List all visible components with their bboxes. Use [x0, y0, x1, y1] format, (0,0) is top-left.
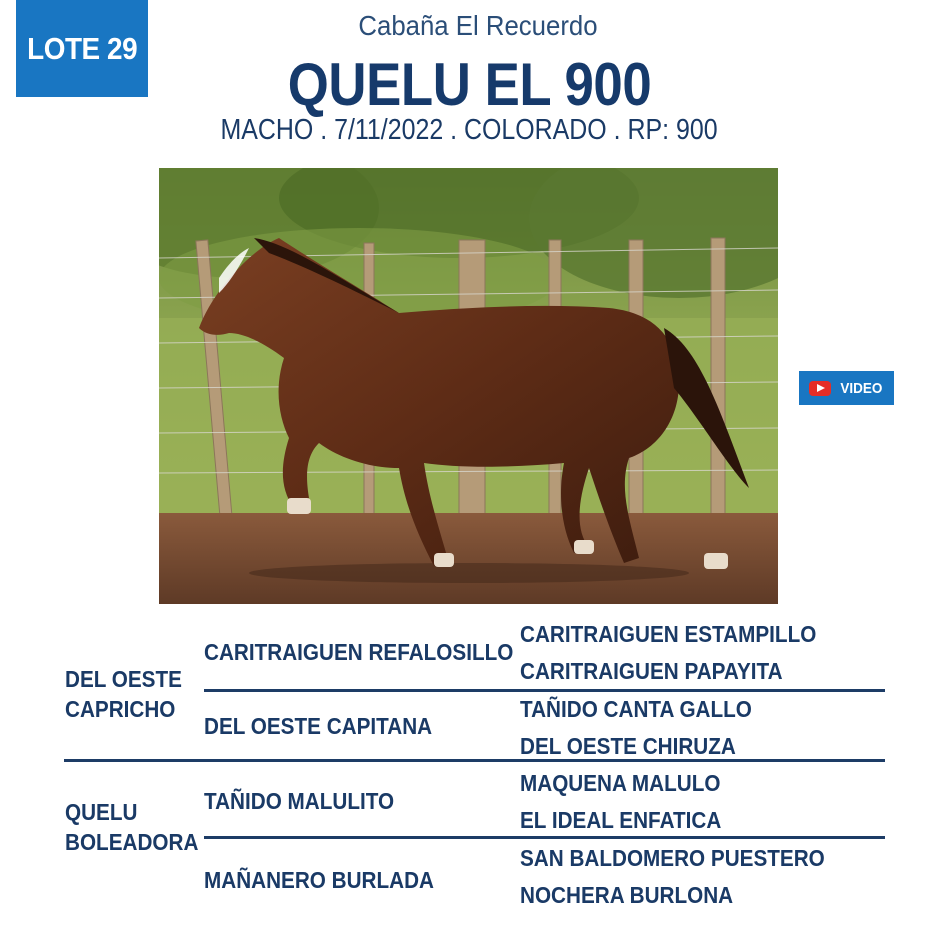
sire-name-line1: DEL OESTE [65, 666, 182, 692]
horse-details: MACHO . 7/11/2022 . COLORADO . RP: 900 [220, 114, 719, 146]
divider [204, 689, 885, 692]
dam-name-line1: QUELU [65, 799, 138, 825]
maternal-granddam-sire: SAN BALDOMERO PUESTERO [520, 845, 825, 871]
divider [64, 759, 885, 762]
paternal-grandsire: CARITRAIGUEN REFALOSILLO [204, 639, 514, 665]
paternal-grandsire-dam: CARITRAIGUEN PAPAYITA [520, 658, 783, 684]
paternal-granddam: DEL OESTE CAPITANA [204, 713, 433, 739]
youtube-play-icon [809, 381, 831, 396]
video-button[interactable] [799, 371, 894, 405]
maternal-grandsire: TAÑIDO MALULITO [204, 788, 395, 814]
paternal-grandsire-sire: CARITRAIGUEN ESTAMPILLO [520, 621, 817, 647]
maternal-granddam: MAÑANERO BURLADA [204, 867, 434, 893]
breeder-name: Cabaña El Recuerdo [357, 10, 598, 41]
maternal-granddam-dam: NOCHERA BURLONA [520, 882, 734, 908]
video-label: VIDEO [839, 379, 883, 397]
lot-label: LOTE 29 [26, 30, 138, 66]
paternal-granddam-sire: TAÑIDO CANTA GALLO [520, 696, 752, 722]
divider [204, 836, 885, 839]
horse-name: QUELU EL 900 [287, 51, 652, 118]
maternal-grandsire-dam: EL IDEAL ENFATICA [520, 807, 722, 833]
maternal-grandsire-sire: MAQUENA MALULO [520, 770, 721, 796]
paternal-granddam-dam: DEL OESTE CHIRUZA [520, 733, 736, 759]
dam-name-line2: BOLEADORA [65, 829, 199, 855]
sire-name-line2: CAPRICHO [65, 696, 176, 722]
horse-photo [159, 168, 778, 604]
